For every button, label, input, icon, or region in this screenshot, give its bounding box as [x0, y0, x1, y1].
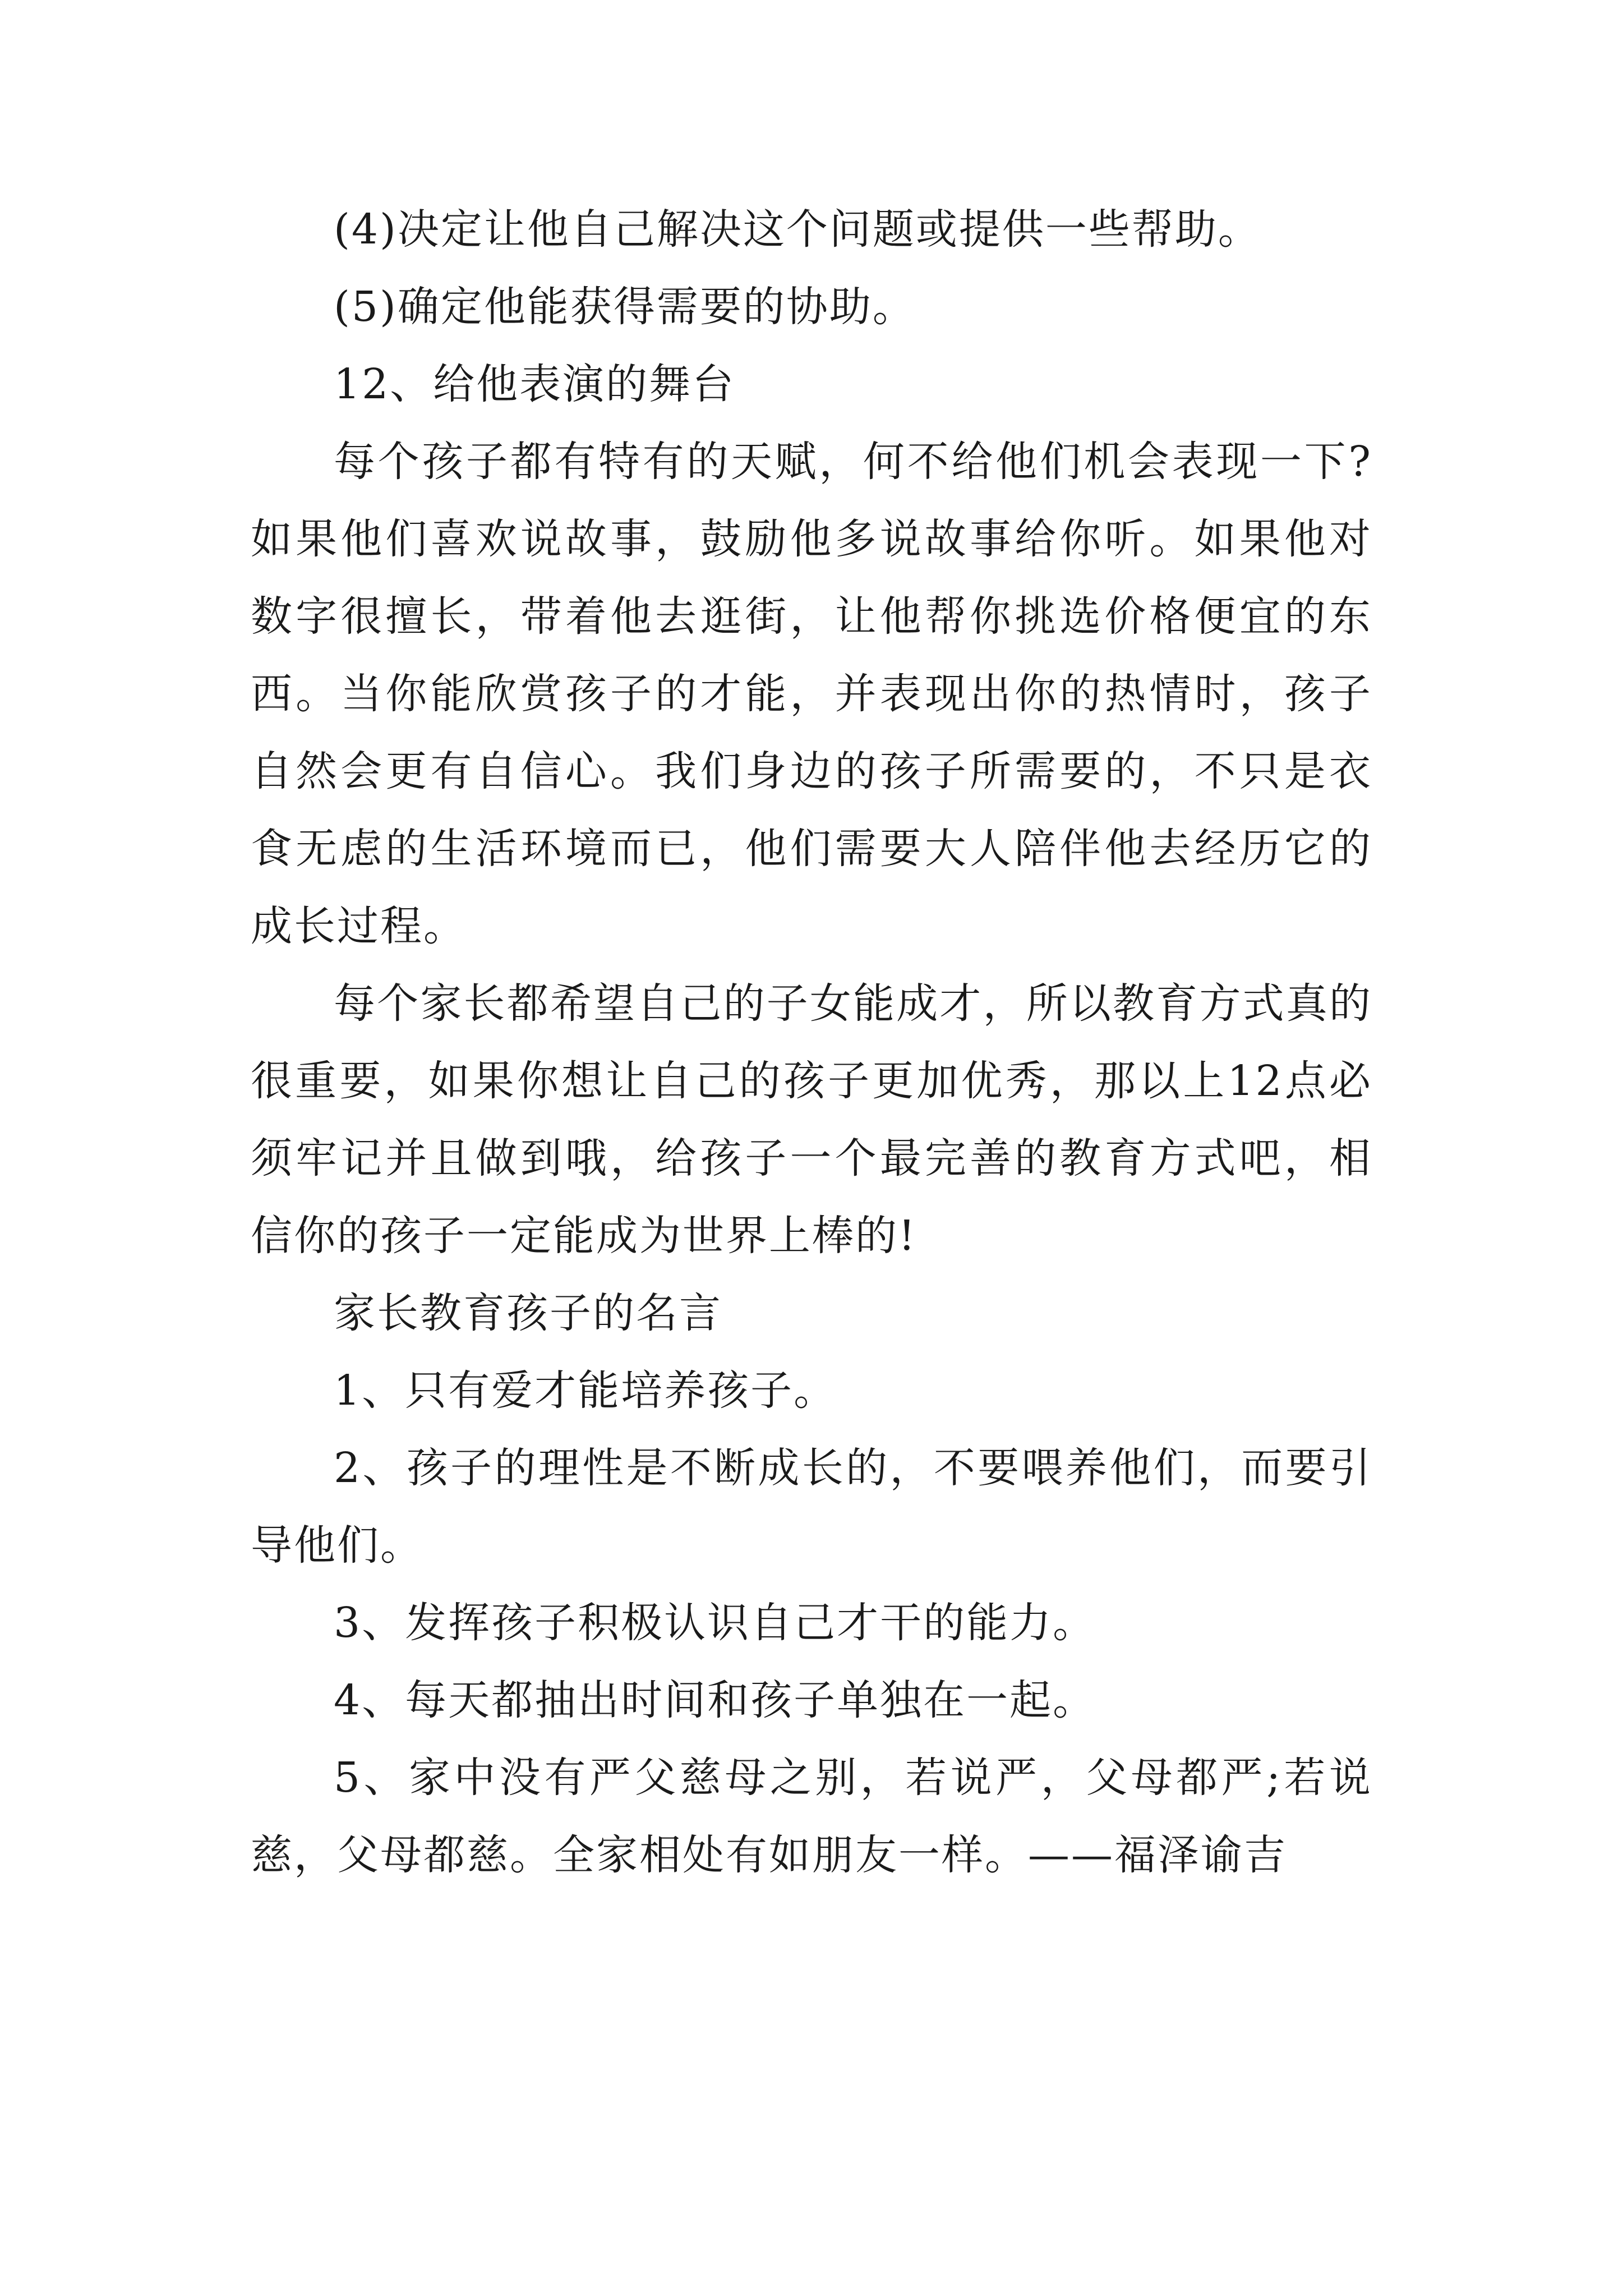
quote-item-5: 5、家中没有严父慈母之别，若说严，父母都严;若说慈，父母都慈。全家相处有如朋友一样。——福泽谕吉 [251, 1754, 1372, 1879]
quote-item-4: 4、每天都抽出时间和孩子单独在一起。 [334, 1676, 1096, 1724]
quote-item-3: 3、发挥孩子积极认识自己才干的能力。 [334, 1599, 1096, 1647]
document-body [251, 191, 1372, 1894]
quotes-heading: 家长教育孩子的名言 [334, 1289, 722, 1337]
quote-item-1: 1、只有爱才能培养孩子。 [334, 1366, 837, 1415]
paragraph-talents: 每个孩子都有特有的天赋，何不给他们机会表现一下?如果他们喜欢说故事，鼓励他多说故事给你听。如果他对数字很擅长，带着他去逛街，让他帮你挑选价格便宜的东西。当你能欣赏孩子的才能，并表现出你的热情时，孩子自然会更有自信心。我们身边的孩子所需要的，不只是衣食无虑的生活环境而已，他们需要大人陪伴他去经历它的成长过程。 [251, 438, 1372, 950]
quote-item-2: 2、孩子的理性是不断成长的，不要喂养他们，而要引导他们。 [251, 1444, 1372, 1570]
paragraph-step-5: (5)确定他能获得需要的协助。 [334, 283, 916, 331]
section-heading-12: 12、给他表演的舞台 [334, 360, 736, 408]
paragraph-conclusion: 每个家长都希望自己的子女能成才，所以教育方式真的很重要，如果你想让自己的孩子更加优秀，那以上12点必须牢记并且做到哦，给孩子一个最完善的教育方式吧，相信你的孩子一定能成为世界上棒的! [251, 979, 1372, 1260]
paragraph-step-4: (4)决定让他自己解决这个问题或提供一些帮助。 [334, 205, 1261, 254]
